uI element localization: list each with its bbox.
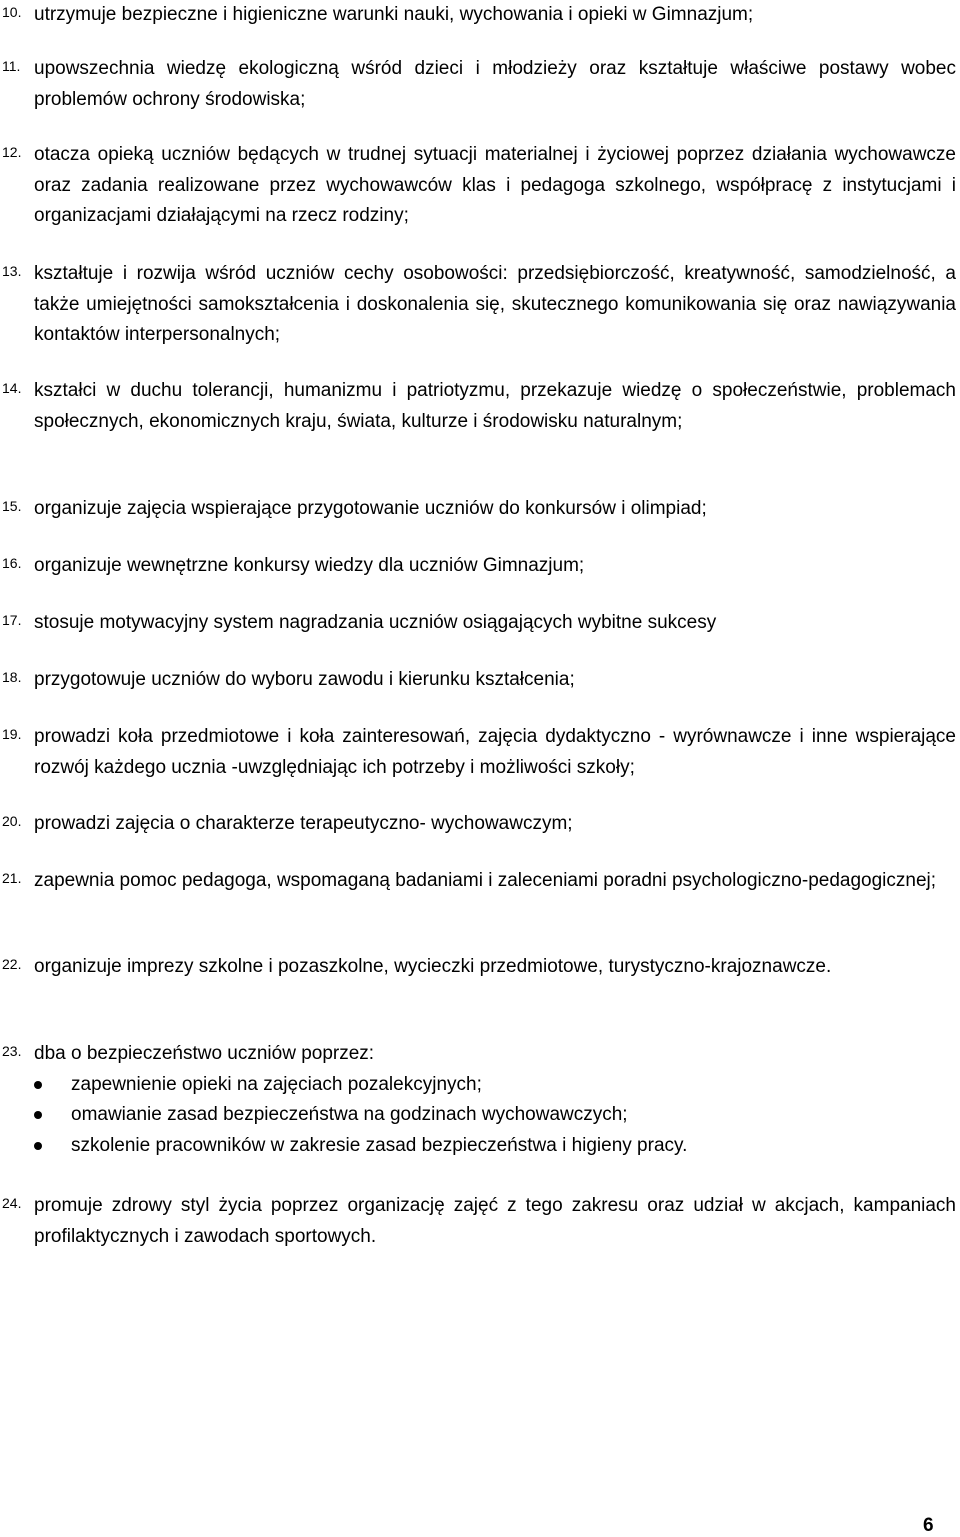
bullet-item bbox=[0, 1131, 956, 1162]
list-item bbox=[0, 809, 956, 840]
item-number: 17. bbox=[2, 612, 22, 628]
item-text: organizuje zajęcia wspierające przygotowanie uczniów do konkursów i olimpiad; bbox=[34, 498, 707, 519]
list-item bbox=[0, 866, 956, 897]
bullet-dot-icon bbox=[34, 1142, 42, 1150]
item-text: dba o bezpieczeństwo uczniów poprzez: bbox=[34, 1043, 375, 1064]
list-item bbox=[0, 376, 956, 437]
bullet-dot-icon bbox=[34, 1081, 42, 1089]
list-item bbox=[0, 494, 956, 525]
item-number: 22. bbox=[2, 956, 22, 972]
item-number: 24. bbox=[2, 1195, 22, 1211]
item-number: 20. bbox=[2, 813, 22, 829]
item-text: organizuje imprezy szkolne i pozaszkolne, wycieczki przedmiotowe, turystyczno-krajoznawcze. bbox=[34, 956, 832, 977]
item-text: prowadzi koła przedmiotowe i koła zainteresowań, zajęcia dydaktyczno - wyrównawcze i inne wspierające rozwój każdego ucznia -uwzględniając ich potrzeby i możliwości szkoły; bbox=[34, 726, 956, 778]
list-item bbox=[0, 722, 956, 783]
item-number: 18. bbox=[2, 669, 22, 685]
list-item bbox=[0, 608, 956, 639]
item-text: upowszechnia wiedzę ekologiczną wśród dzieci i młodzieży oraz kształtuje właściwe postawy wobec problemów ochrony środowiska; bbox=[34, 58, 956, 110]
item-number: 10. bbox=[2, 4, 22, 20]
bullet-item bbox=[0, 1100, 956, 1131]
bullet-item bbox=[0, 1070, 956, 1101]
item-text: utrzymuje bezpieczne i higieniczne warunki nauki, wychowania i opieki w Gimnazjum; bbox=[34, 4, 754, 25]
item-text: kształtuje i rozwija wśród uczniów cechy osobowości: przedsiębiorczość, kreatywność, samodzielność, a także umiejętności samokształcenia i doskonalenia się, skutecznego komunikowania się oraz nawiązywania kontaktów interpersonalnych; bbox=[34, 263, 956, 345]
item-number: 16. bbox=[2, 555, 22, 571]
list-item bbox=[0, 1039, 956, 1161]
item-number: 21. bbox=[2, 870, 22, 886]
page-number: 6 bbox=[923, 1515, 934, 1536]
item-text: kształci w duchu tolerancji, humanizmu i patriotyzmu, przekazuje wiedzę o społeczeństwie, problemach społecznych, ekonomicznych kraju, świata, kulturze i środowisku naturalnym; bbox=[34, 380, 956, 432]
item-text: otacza opieką uczniów będących w trudnej sytuacji materialnej i życiowej poprzez działania wychowawcze oraz zadania realizowane przez wychowawców klas i pedagoga szkolnego, współpracę z instytucjami i organizacjami działającymi na rzecz rodziny; bbox=[34, 144, 956, 226]
bullet-text: szkolenie pracowników w zakresie zasad bezpieczeństwa i higieny pracy. bbox=[71, 1134, 688, 1156]
list-item bbox=[0, 952, 956, 983]
item-text: przygotowuje uczniów do wyboru zawodu i kierunku kształcenia; bbox=[34, 669, 575, 690]
list-item bbox=[0, 140, 956, 232]
list-item bbox=[0, 54, 956, 115]
item-text: prowadzi zajęcia o charakterze terapeutyczno- wychowawczym; bbox=[34, 813, 573, 834]
list-item bbox=[0, 1191, 956, 1252]
item-number: 23. bbox=[2, 1043, 22, 1059]
item-number: 19. bbox=[2, 726, 22, 742]
item-text: stosuje motywacyjny system nagradzania uczniów osiągających wybitne sukcesy bbox=[34, 612, 717, 633]
item-number: 12. bbox=[2, 144, 22, 160]
bullet-list bbox=[0, 1070, 956, 1162]
bullet-text: zapewnienie opieki na zajęciach pozalekcyjnych; bbox=[71, 1073, 482, 1095]
bullet-text: omawianie zasad bezpieczeństwa na godzinach wychowawczych; bbox=[71, 1104, 628, 1125]
item-text: zapewnia pomoc pedagoga, wspomaganą badaniami i zaleceniami poradni psychologiczno-pedagogicznej; bbox=[34, 870, 937, 891]
item-number: 14. bbox=[2, 380, 22, 396]
item-number: 13. bbox=[2, 263, 22, 279]
list-item bbox=[0, 551, 956, 582]
bullet-dot-icon bbox=[34, 1111, 42, 1119]
list-item bbox=[0, 0, 956, 31]
list-item bbox=[0, 259, 956, 351]
list-item bbox=[0, 665, 956, 696]
item-text: promuje zdrowy styl życia poprzez organizację zajęć z tego zakresu oraz udział w akcjach, kampaniach profilaktycznych i zawodach sportowych. bbox=[34, 1195, 956, 1247]
item-text: organizuje wewnętrzne konkursy wiedzy dla uczniów Gimnazjum; bbox=[34, 555, 585, 576]
item-number: 11. bbox=[2, 58, 21, 74]
item-number: 15. bbox=[2, 498, 22, 514]
